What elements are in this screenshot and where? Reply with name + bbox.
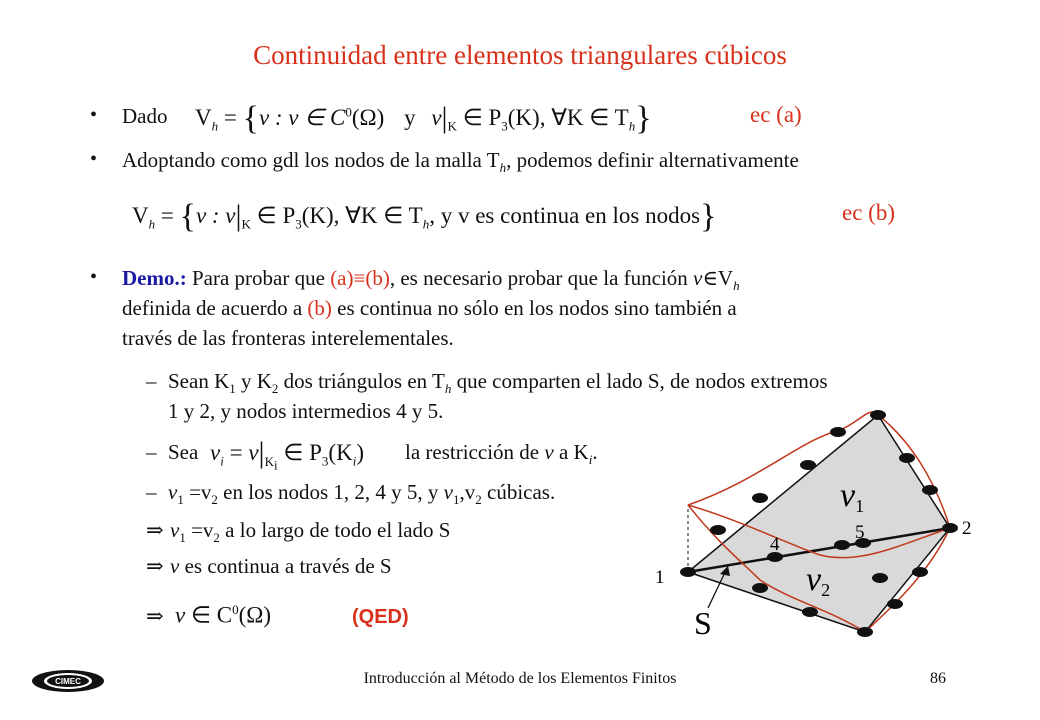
implication-1: $v_1 =v_2$ a lo largo de todo el lado S — [170, 518, 451, 546]
label-node-2: 2 — [962, 518, 972, 539]
node — [710, 525, 726, 535]
equation-a: $V_h = \{v$ : v ∈ $C^0(\Omega)$ y $v|_K$ ∈ $P_3(K)$, ∀K ∈ $T_h$} — [195, 100, 652, 137]
node — [752, 493, 768, 503]
sub3-text: $v_1 =v_2$ en los nodos 1, 2, 4 y 5, y $v_1,v_2$ cúbicas. — [168, 480, 556, 508]
label-node-4: 4 — [770, 534, 780, 555]
demo-line3: través de las fronteras interelementales. — [122, 326, 454, 350]
node-1 — [680, 567, 696, 577]
node-center — [834, 540, 850, 550]
implies-arrow: ⇒ — [146, 554, 164, 578]
node — [887, 599, 903, 609]
sub1-line2: 1 y 2, y nodos intermedios 4 y 5. — [168, 399, 444, 423]
node — [800, 460, 816, 470]
qed-label: (QED) — [352, 606, 409, 628]
equation-a-tag: ec (a) — [750, 102, 802, 127]
label-node-1: 1 — [655, 567, 665, 588]
restriction-equation: $v_i = v|_{K_i}$ ∈ $P_3(K_i)$ — [210, 436, 364, 473]
label-side-s: S — [694, 605, 712, 641]
label-node-5: 5 — [855, 522, 865, 543]
demo-line1: Demo.: Para probar que (a)≡(b), es necesario probar que la función $v\in V_h$ — [122, 266, 740, 294]
bullet: • — [90, 148, 98, 170]
node — [830, 427, 846, 437]
implies-arrow: ⇒ — [146, 604, 164, 628]
cubic-elements-figure — [640, 395, 980, 645]
implication-2: v es continua a través de S — [170, 554, 392, 578]
node — [922, 485, 938, 495]
sub1-line1: Sean $K_1$ y $K_2$ dos triángulos en $T_h$ que comparten el lado S, de nodos extremos — [168, 369, 828, 397]
label-v1: v1 — [840, 477, 865, 516]
implies-arrow: ⇒ — [146, 518, 164, 542]
slide-title: Continuidad entre elementos triangulares cúbicos — [253, 40, 787, 70]
equation-b: $V_h = \{v$ : $v|_K$ ∈ $P_3(K)$, ∀K ∈ $T_h$, y v es continua en los nodos} — [132, 198, 717, 235]
node — [872, 573, 888, 583]
node — [857, 627, 873, 637]
label-v2: v2 — [806, 561, 831, 600]
bullet: • — [90, 266, 98, 288]
dash: – — [146, 480, 157, 504]
demo-line2: definida de acuerdo a (b) es continua no sólo en los nodos sino también a — [122, 296, 737, 320]
line1-lead: Dado — [122, 104, 168, 128]
line2-text: Adoptando como gdl los nodos de la malla $T_h$, podemos definir alternativamente — [122, 148, 799, 176]
page-number: 86 — [930, 670, 946, 687]
node — [802, 607, 818, 617]
footer-title: Introducción al Método de los Elementos Finitos — [363, 670, 677, 687]
equation-b-tag: ec (b) — [842, 200, 895, 225]
bullet: • — [90, 104, 98, 126]
sub2-text: la restricción de v a $K_i$. — [405, 440, 598, 468]
dash: – — [146, 369, 157, 393]
node-2 — [942, 523, 958, 533]
dash: – — [146, 440, 157, 464]
node — [912, 567, 928, 577]
node-top — [870, 410, 886, 420]
node — [899, 453, 915, 463]
node — [752, 583, 768, 593]
svg-text:CIMEC: CIMEC — [55, 677, 81, 686]
conclusion-equation: v ∈ $C^0(\Omega)$ — [175, 602, 272, 628]
sub2-lead: Sea — [168, 440, 199, 464]
